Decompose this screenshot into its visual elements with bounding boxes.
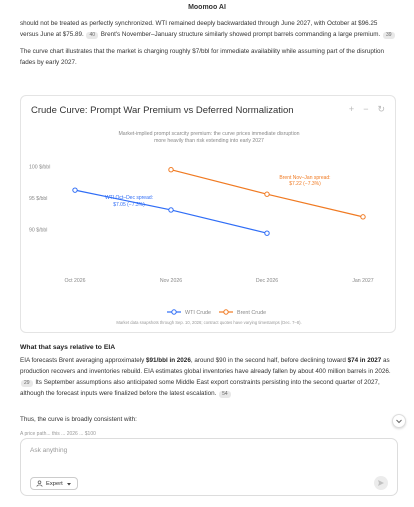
mode-select[interactable] [30,477,78,490]
data-point [265,192,269,196]
intro-section [20,18,396,74]
mode-label: Expert [46,480,63,487]
y-tick-label: 100 $/bbl [29,164,51,171]
scroll-down-button[interactable] [392,414,406,428]
eia-text-3: as production recovers and inventories rebuild. EIA estimates global inventories have already fallen by about 400 million barrels in 2026. [20,357,391,375]
eia-bold-1: $91/bbl in 2026 [146,357,191,364]
x-tick-label: Nov 2026 [159,278,183,284]
annotation-label: $7.05 (−7.3%) [113,202,145,208]
intro-text-b: Brent's November–January structure similarly showed prompt barrels commanding a large premium. [100,31,381,38]
intro-text-a: should not be treated as perfectly synchronized. WTI remained deeply backwardated through June 2027, with October at $96.25 versus June at $75.89. [20,20,378,38]
send-button[interactable] [374,476,388,490]
intro-paragraph-2: The curve chart illustrates that the market is charging roughly $7/bbl for immediate availability while assuming part of the disruption fades by early 2027. [20,48,384,66]
intro-paragraph-1 [20,18,396,40]
curve-chart [21,96,397,334]
eia-text-4: Its September assumptions also anticipated some Middle East export constraints persisting into the second quarter of 2027, although the forecast inputs were finalized before the latest escalation. [20,379,380,397]
ask-input[interactable] [30,447,370,454]
send-icon [377,479,385,487]
y-tick-label: 90 $/bbl [29,227,48,234]
chart-card [20,95,396,333]
composer-box [20,438,398,496]
chevron-down-icon [395,417,403,425]
y-tick-label: 95 $/bbl [29,196,48,202]
chart-title: Crude Curve: Prompt War Premium vs Deferred Normalization [31,105,294,116]
expert-icon [36,480,43,487]
chart-subtitle: Market-implied prompt scarcity premium: the curve prices immediate disruption [118,131,300,137]
annotation-label: Brent Nov–Jan spread: [279,175,331,181]
data-point [73,188,77,192]
chart-toolbar [349,104,385,115]
citation-badge[interactable]: 29 [21,380,33,387]
legend-label: WTI Crude [185,310,212,316]
legend-marker [224,310,228,314]
eia-text-2: , around $90 in the second half, before declining toward [190,357,348,364]
reset-icon[interactable]: ↻ [377,104,385,114]
chart-subtitle: more heavily than risk extending into early 2027 [154,138,264,144]
source-note: Market data snapshots through Sep. 10, 2026; contract quotes have varying timestamps (Dec. 7–8). [116,320,302,325]
x-tick-label: Dec 2026 [255,278,279,284]
legend-label: Brent Crude [237,310,267,316]
zoom-in-icon[interactable]: + [348,104,355,114]
zoom-out-icon[interactable]: − [363,104,369,114]
citation-badge[interactable]: 54 [219,391,231,398]
citation-badge[interactable]: 39 [383,32,395,39]
annotation-label: WTI Oct–Dec spread: [104,195,154,201]
x-tick-label: Jan 2027 [352,278,374,284]
eia-heading: What that says relative to EIA [20,344,116,351]
data-point [169,208,173,212]
partial-text: A price path... this ... 2026 ... $100 [20,431,96,437]
data-point [169,168,173,172]
caret-down-icon [66,481,72,487]
legend-marker [172,310,176,314]
data-point [265,231,269,235]
thus-line: Thus, the curve is broadly consistent with: [20,416,137,423]
eia-text-1: EIA forecasts Brent averaging approximately [20,357,147,364]
eia-bold-2: $74 in 2027 [347,357,382,364]
citation-badge[interactable]: 40 [86,32,98,39]
app-title: Moomoo AI [188,3,226,11]
data-point [361,215,365,219]
annotation-label: $7.22 (−7.3%) [289,181,321,187]
x-tick-label: Oct 2026 [64,278,86,284]
eia-paragraph [20,355,396,399]
